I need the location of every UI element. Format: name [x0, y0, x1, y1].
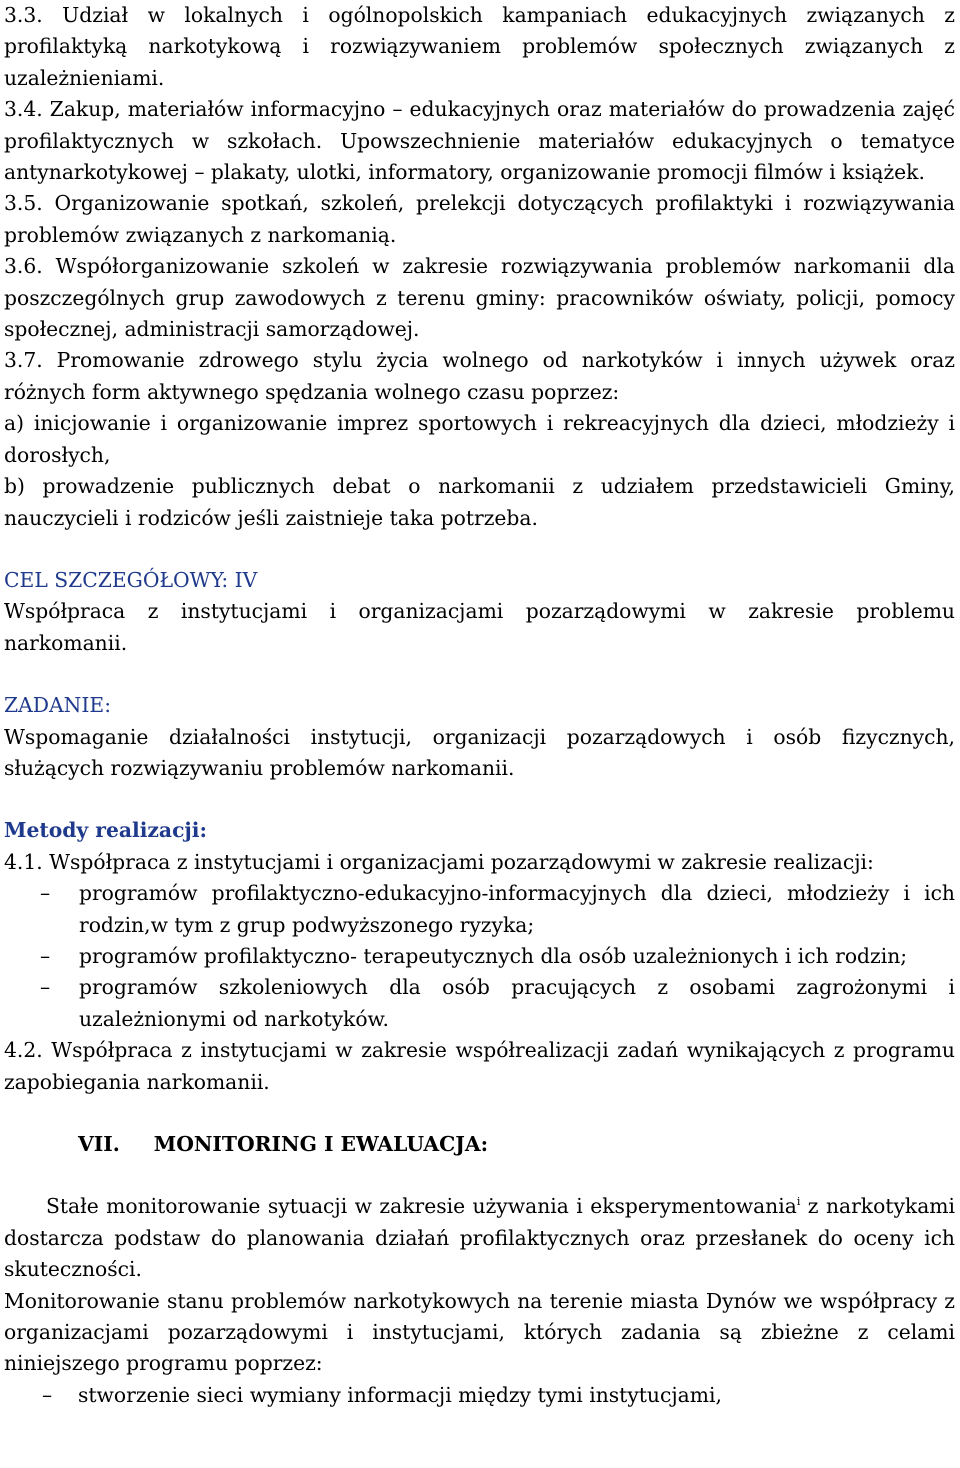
goal-heading: CEL SZCZEGÓŁOWY: IV	[4, 567, 258, 592]
list-item-text: programów profilaktyczno-edukacyjno-informacyjnych dla dzieci, młodzieży i ich rodzin,w tym z grup podwyższonego ryzyka;	[79, 881, 955, 937]
monitoring-text-end: z narkotykami dostarcza podstaw do planowania działań profilaktycznych oraz przesłanek do oceny ich skuteczności.	[4, 1194, 956, 1282]
dash-bullet: –	[40, 943, 51, 968]
method-4-1: 4.1. Współpraca z instytucjami i organizacjami pozarządowymi w zakresie realizacji:	[4, 849, 874, 874]
monitoring-text-start: Stałe monitorowanie sytuacji w zakresie używania i eksperymentowania	[46, 1194, 797, 1219]
paragraph-3-6: 3.6. Współorganizowanie szkoleń w zakresie rozwiązywania problemów narkomanii dla poszczególnych grup zawodowych z terenu gminy: pracowników oświaty, policji, pomocy społecznej, administracji samorządowej.	[4, 254, 955, 342]
monitoring-paragraph-1	[4, 1191, 955, 1285]
monitoring-list	[4, 1380, 955, 1411]
list-item	[4, 878, 955, 941]
paragraph-3-7: 3.7. Promowanie zdrowego stylu życia wolnego od narkotyków i innych używek oraz różnych form aktywnego spędzania wolnego czasu poprzez:	[4, 348, 955, 404]
task-heading: ZADANIE:	[4, 693, 112, 718]
monitoring-paragraph-2: Monitorowanie stanu problemów narkotykowych na terenie miasta Dynów we współpracy z organizacjami pozarządowymi i instytucjami, których zadania są zbieżne z celami niniejszego programu poprzez:	[4, 1288, 955, 1376]
spacer	[4, 534, 955, 565]
list-item	[4, 1380, 955, 1411]
section-vii-title	[4, 1129, 955, 1160]
dash-bullet: –	[40, 975, 51, 1000]
method-4-1-list	[4, 878, 955, 1035]
spacer	[4, 659, 955, 690]
paragraph-3-7-a: a) inicjowanie i organizowanie imprez sportowych i rekreacyjnych dla dzieci, młodzieży i dorosłych,	[4, 411, 955, 467]
paragraph-3-3: 3.3. Udział w lokalnych i ogólnopolskich kampaniach edukacyjnych związanych z profilaktyką narkotykową i rozwiązywaniem problemów społecznych związanych z uzależnieniami.	[4, 3, 955, 90]
list-item	[4, 941, 955, 972]
list-item-text: programów profilaktyczno- terapeutycznych dla osób uzależnionych i ich rodzin;	[79, 943, 908, 968]
dash-bullet: –	[42, 1382, 53, 1407]
paragraph-3-4: 3.4. Zakup, materiałów informacyjno – edukacyjnych oraz materiałów do prowadzenia zajęć profilaktycznych w szkołach. Upowszechnienie materiałów edukacyjnych o tematyce antynarkotykowej – plakaty, ulotki, informatory, organizowanie promocji filmów i książek.	[4, 97, 955, 185]
methods-heading: Metody realizacji:	[4, 818, 207, 843]
list-item-text: stworzenie sieci wymiany informacji między tymi instytucjami,	[78, 1382, 722, 1407]
paragraph-3-5: 3.5. Organizowanie spotkań, szkoleń, prelekcji dotyczących profilaktyki i rozwiązywania problemów związanych z narkomanią.	[4, 191, 955, 247]
method-4-2: 4.2. Współpraca z instytucjami w zakresie współrealizacji zadań wynikających z programu zapobiegania narkomanii.	[4, 1038, 955, 1094]
spacer	[4, 1160, 955, 1191]
task-text: Wspomaganie działalności instytucji, organizacji pozarządowych i osób fizycznych, służących rozwiązywaniu problemów narkomanii.	[4, 724, 955, 780]
spacer	[4, 1098, 955, 1129]
paragraph-3-7-b: b) prowadzenie publicznych debat o narkomanii z udziałem przedstawicieli Gminy, nauczycieli i rodziców jeśli zaistnieje taka potrzeba.	[4, 474, 955, 530]
goal-text: Współpraca z instytucjami i organizacjami pozarządowymi w zakresie problemu narkomanii.	[4, 599, 955, 655]
list-item	[4, 972, 955, 1035]
list-item-text: programów szkoleniowych dla osób pracujących z osobami zagrożonymi i uzależnionymi od narkotyków.	[79, 975, 955, 1031]
section-title-text: MONITORING I EWALUACJA:	[153, 1132, 489, 1156]
dash-bullet: –	[40, 881, 51, 906]
spacer	[4, 784, 955, 815]
footnote-marker: i	[796, 1195, 801, 1209]
document-page	[4, 0, 955, 1411]
section-number: VII.	[78, 1132, 120, 1156]
